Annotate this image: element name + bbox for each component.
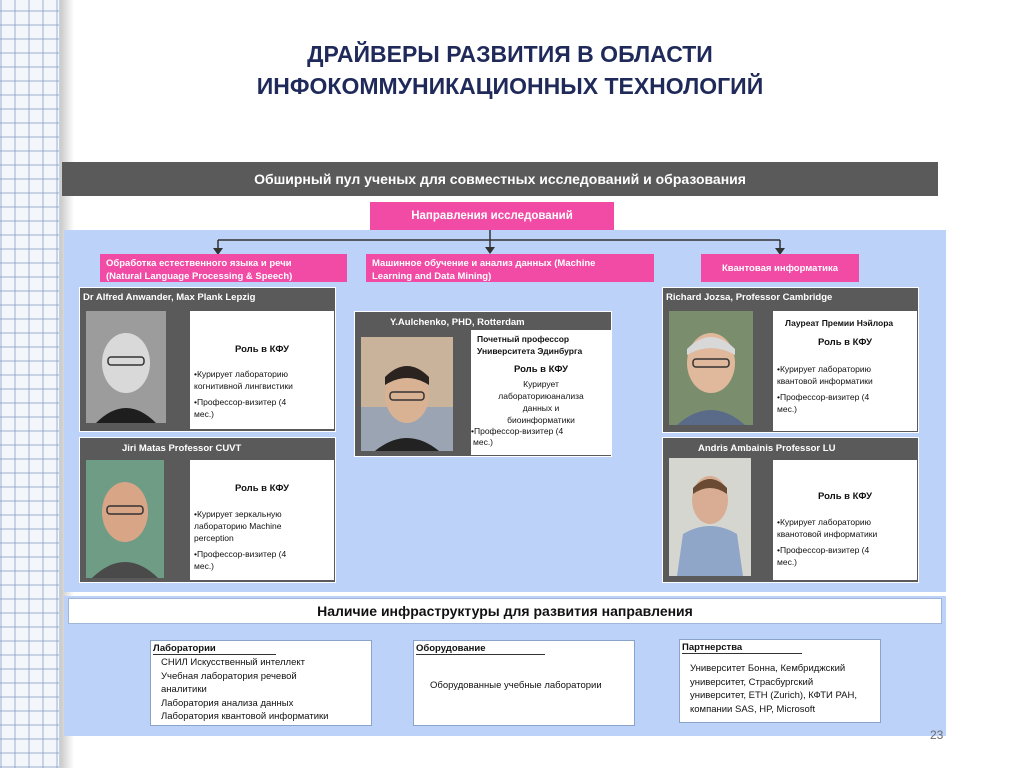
direction-ml-line1: Машинное обучение и анализ данных (Machine <box>372 258 596 269</box>
person-photo <box>669 311 753 425</box>
list-item: Университет Бонна, Кембриджский <box>690 663 846 674</box>
list-item: университет, ETH (Zurich), КФТИ РАН, <box>690 690 858 701</box>
role-line: •Профессор-визитер (4 <box>194 397 287 407</box>
role-line: когнитивной лингвистики <box>194 381 293 391</box>
role-title: Роль в КФУ <box>818 337 872 348</box>
slide-title-line2: ИНФОКОММУНИКАЦИОННЫХ ТЕХНОЛОГИЙ <box>256 73 764 99</box>
list-item: Лаборатория анализа данных <box>161 697 294 709</box>
portrait-icon <box>86 460 164 578</box>
partners-box <box>679 639 881 723</box>
list-item: СНИЛ Искусственный интеллект <box>161 657 305 668</box>
role-line: •Профессор-визитер (4 <box>471 426 564 436</box>
partners-label: Партнерства <box>682 642 802 654</box>
role-line: •Курирует зеркальную <box>194 509 282 519</box>
role-line: мес.) <box>194 561 215 571</box>
labs-list <box>161 656 329 724</box>
person-photo <box>361 337 453 451</box>
partners-list <box>690 662 857 716</box>
award-note: Лауреат Премии Нэйлора <box>785 318 894 328</box>
direction-quantum-label: Квантовая информатика <box>721 262 838 274</box>
portrait-icon <box>669 458 751 576</box>
honorary-note: Университета Эдинбурга <box>477 346 583 356</box>
portrait-icon <box>361 337 453 451</box>
role-line: Курирует <box>523 379 559 389</box>
portrait-icon <box>669 311 753 425</box>
role-line: квантовой информатики <box>777 376 873 386</box>
labs-box <box>150 640 372 726</box>
role-line: мес.) <box>194 409 215 419</box>
role-title: Роль в КФУ <box>514 364 568 375</box>
research-directions-label: Направления исследований <box>370 202 614 230</box>
direction-ml <box>366 254 654 282</box>
role-line: данных и <box>522 403 560 413</box>
direction-ml-line2: Learning and Data Mining) <box>372 271 492 282</box>
page-number: 23 <box>930 728 944 742</box>
infrastructure-title: Наличие инфраструктуры для развития направления <box>68 598 942 624</box>
direction-quantum <box>701 254 859 282</box>
labs-label: Лаборатории <box>153 643 276 655</box>
person-card-anwander <box>79 287 336 432</box>
role-title: Роль в КФУ <box>235 344 289 355</box>
person-name: Jiri Matas Professor CUVT <box>122 443 242 454</box>
list-item: университет, Страсбургский <box>690 676 814 688</box>
role-line: мес.) <box>473 437 494 447</box>
section-header: Обширный пул ученых для совместных исследований и образования <box>62 162 938 196</box>
slide-title-line1: ДРАЙВЕРЫ РАЗВИТИЯ В ОБЛАСТИ <box>307 41 713 67</box>
person-name: Dr Alfred Anwander, Max Plank Lepzig <box>83 292 256 303</box>
role-line: мес.) <box>777 557 798 567</box>
list-item: Лаборатория квантовой информатики <box>161 711 329 722</box>
equipment-label: Оборудование <box>416 643 545 655</box>
role-line: •Профессор-визитер (4 <box>194 549 287 559</box>
person-card-aulchenko <box>354 311 612 457</box>
role-line: •Курирует лабораторию <box>777 364 871 374</box>
direction-nlp <box>100 254 347 282</box>
role-line: perception <box>194 533 234 543</box>
role-line: •Курирует лабораторию <box>194 369 288 379</box>
role-title: Роль в КФУ <box>818 491 872 502</box>
role-line: лабораторию Machine <box>194 521 282 531</box>
role-line: биоинформатики <box>507 415 575 425</box>
person-card-matas <box>79 437 336 583</box>
equipment-text: Оборудованные учебные лаборатории <box>430 680 602 691</box>
role-title: Роль в КФУ <box>235 483 289 494</box>
role-line: •Профессор-визитер (4 <box>777 392 870 402</box>
person-photo <box>669 458 751 576</box>
arrowhead-center-icon <box>485 247 495 254</box>
role-line: кванотовой информатики <box>777 529 878 539</box>
person-photo <box>86 311 166 423</box>
list-item: аналитики <box>161 684 207 695</box>
role-line: •Профессор-визитер (4 <box>777 545 870 555</box>
person-name: Richard Jozsa, Professor Cambridge <box>666 292 833 303</box>
portrait-icon <box>86 311 166 423</box>
person-name: Andris Ambainis Professor LU <box>698 443 836 454</box>
list-item: Учебная лаборатория речевой <box>161 670 297 682</box>
equipment-box <box>413 640 635 726</box>
honorary-note: Почетный профессор <box>477 334 570 344</box>
person-photo <box>86 460 164 578</box>
role-line: мес.) <box>777 404 798 414</box>
person-name: Y.Aulchenko, PHD, Rotterdam <box>390 317 525 328</box>
person-card-ambainis <box>662 437 919 583</box>
person-card-jozsa <box>662 287 919 433</box>
role-line: лабораториюанализа <box>498 391 584 401</box>
direction-nlp-line1: Обработка естественного языка и речи <box>106 258 292 269</box>
direction-nlp-line2: (Natural Language Processing & Speech) <box>106 271 293 282</box>
list-item: компании SAS, HP, Microsoft <box>690 703 816 715</box>
role-line: •Курирует лабораторию <box>777 517 871 527</box>
